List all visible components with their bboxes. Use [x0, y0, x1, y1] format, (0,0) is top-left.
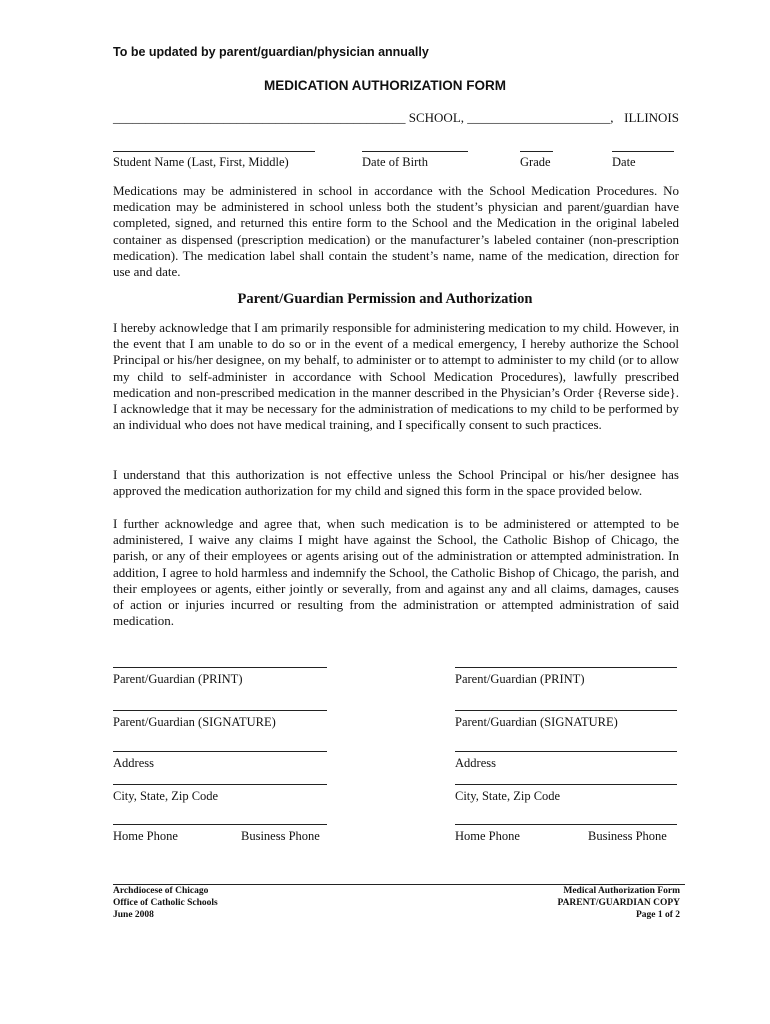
city-label-right: City, State, Zip Code [455, 789, 561, 803]
parent-print-label-right: Parent/Guardian (PRINT) [455, 672, 585, 686]
school-name-field[interactable]: _____________________________________________ SCHOOL, ______________________, [113, 110, 614, 125]
parent-signature-label-right: Parent/Guardian (SIGNATURE) [455, 715, 618, 729]
footer-page-number: Page 1 of 2 [635, 910, 680, 920]
city-line-right[interactable] [455, 784, 677, 785]
footer-archdiocese: Archdiocese of Chicago [113, 886, 209, 896]
business-phone-label-left: Business Phone [241, 829, 320, 843]
phone-line-left[interactable] [113, 824, 327, 825]
parent-signature-line-right[interactable] [455, 710, 677, 711]
phone-line-right[interactable] [455, 824, 677, 825]
address-line-right[interactable] [455, 751, 677, 752]
annual-update-note: To be updated by parent/guardian/physician annually [113, 45, 429, 59]
home-phone-label-right: Home Phone [455, 829, 520, 843]
footer-office: Office of Catholic Schools [113, 898, 218, 908]
date-of-birth-line[interactable] [362, 151, 468, 152]
date-label: Date [612, 155, 636, 169]
student-name-label: Student Name (Last, First, Middle) [113, 155, 289, 169]
footer-form-name: Medical Authorization Form [563, 886, 680, 896]
form-title: MEDICATION AUTHORIZATION FORM [264, 78, 506, 93]
address-label-left: Address [113, 756, 154, 770]
date-of-birth-label: Date of Birth [362, 155, 428, 169]
grade-label: Grade [520, 155, 551, 169]
business-phone-label-right: Business Phone [588, 829, 667, 843]
student-name-line[interactable] [113, 151, 315, 152]
address-label-right: Address [455, 756, 496, 770]
parent-signature-line-left[interactable] [113, 710, 327, 711]
address-line-left[interactable] [113, 751, 327, 752]
city-label-left: City, State, Zip Code [113, 789, 219, 803]
state-label: ILLINOIS [624, 110, 679, 125]
permission-paragraph-3: I further acknowledge and agree that, when such medication is to be administered or attempted to be administered, I waive any claims I might have against the School, the Catholic Bishop of Chicago, the parish, or any of their employees or agents arising out of the administration or attempted administration. In addition, I agree to hold harmless and indemnify the School, the Catholic Bishop of Chicago, the parish, and their employees or agents, either jointly or severally, from and against any and all claims, damages, causes of action or injuries incurred or resulting from the administration or attempted administration of said medication. [113, 516, 679, 629]
school-line [113, 110, 679, 126]
date-line[interactable] [612, 151, 674, 152]
permission-heading: Parent/Guardian Permission and Authorization [237, 291, 533, 307]
intro-paragraph: Medications may be administered in school in accordance with the School Medication Procedures. No medication may be administered in school unless both the student’s physician and parent/guardian have completed, signed, and returned this entire form to the School and the Medication in the original labeled container as dispensed (prescription medication) or the manufacturer’s labeled container (non-prescription medication). The medication label shall contain the student’s name, name of the medication, direction for use and date. [113, 183, 679, 280]
footer-organization [113, 885, 218, 921]
permission-paragraph-1: I hereby acknowledge that I am primarily responsible for administering medication to my child. However, in the event that I am unable to do so or in the event of a medical emergency, I hereby authorize the School Principal or his/her designee, on my behalf, to administer or to attempt to administer to my child (or to allow my child to self-administer in accordance with School Medication Procedures), lawfully prescribed medication and non-prescribed medication in the manner described in the Physician’s Order {Reverse side}. I acknowledge that it may be necessary for the administration of medications to my child to be performed by an individual who does not have medical training, and I specifically consent to such practices. [113, 320, 679, 433]
parent-signature-label-left: Parent/Guardian (SIGNATURE) [113, 715, 276, 729]
permission-paragraph-2: I understand that this authorization is not effective unless the School Principal or his/her designee has approved the medication authorization for my child and signed this form in the space provided below. [113, 467, 679, 499]
grade-line[interactable] [520, 151, 553, 152]
home-phone-label-left: Home Phone [113, 829, 178, 843]
parent-print-line-left[interactable] [113, 667, 327, 668]
parent-print-label-left: Parent/Guardian (PRINT) [113, 672, 243, 686]
footer-date: June 2008 [113, 910, 154, 920]
city-line-left[interactable] [113, 784, 327, 785]
parent-print-line-right[interactable] [455, 667, 677, 668]
footer-copy-type: PARENT/GUARDIAN COPY [557, 898, 680, 908]
footer-document-info [557, 885, 680, 921]
